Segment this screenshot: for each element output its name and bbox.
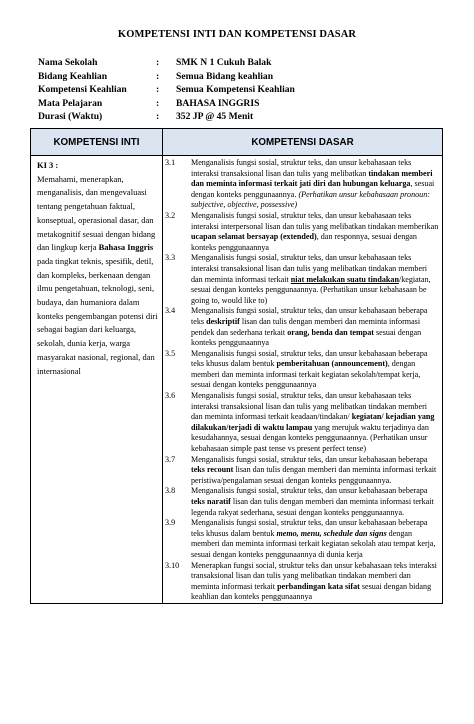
kd-text-emphasis: teks recount [191, 465, 234, 475]
kd-text [191, 455, 440, 487]
kd-text [191, 486, 440, 518]
info-colon: : [156, 70, 160, 82]
school-info [38, 56, 295, 124]
kd-text-part: sesuai dengan bidang keahlian dan konteks penggunaannya [191, 581, 432, 602]
kd-text-part: Menganalisis fungsi sosial, struktur teks, dan unsur kebahasaan teks interaksi transaksional lisan dan tulis yang melibatkan [191, 158, 412, 178]
kd-item [165, 211, 440, 253]
info-row [38, 110, 295, 124]
kd-text-part: yang merujuk waktu terjadinya dan kesudahannya, sesuai dengan konteks penggunaannya. (Perhatikan unsur kebahasaan simple past tense vs present perfect tense) [191, 422, 429, 454]
info-value: SMK N 1 Cukuh Balak [176, 57, 272, 68]
kd-text-part: Menganalisis fungsi sosial, struktur teks, dan unsur kebahasaan beberapa teks khusus dalam bentuk [191, 348, 428, 369]
kd-text-emphasis: (Perhatikan unsur kebahasaan pronoun: subjective, objective, possessive) [191, 189, 430, 210]
kd-text [191, 561, 440, 603]
info-label: Durasi (Waktu) [38, 111, 103, 123]
kd-text-part: lisan dan tulis dengan memberi dan meminta informasi terkait peristiwa/pengalaman sesuai dengan konteks penggunaannya. [191, 465, 437, 485]
kd-number: 3.8 [165, 486, 176, 496]
table-header-row [31, 129, 443, 156]
ki-text-part: pada tingkat teknis, spesifik, detil, dan kompleks, berkenaan dengan ilmu pengetahuan, teknologi, seni, budaya, dan humaniora dalam konteks pengembangan potensi diri sebagai bagian dari keluarga, sekolah, dunia kerja, warga masyarakat nasional, regional, dan internasional [37, 255, 158, 376]
kd-number: 3.1 [165, 158, 176, 167]
kd-item [165, 455, 440, 487]
kd-item [165, 518, 440, 560]
kd-text-part: /kegiatan, sesuai dengan konteks penggunaannya. (Perhatikan unsur kebahasaan be going to, would like to) [191, 274, 431, 305]
info-row [38, 70, 295, 84]
kd-text-emphasis: niat melakukan suatu tindakan [290, 274, 399, 284]
kd-text [191, 306, 440, 348]
kd-number: 3.2 [165, 210, 176, 220]
kd-text-part: , dengan memberi dan meminta informasi terkait kegiatan sekolah/tempat kerja, sesuai dengan konteks penggunaannya [191, 359, 421, 390]
kd-text-part: Menganalisis fungsi sosial, struktur teks, dan unsur kebahasaan teks interaksi interpersonal lisan dan tulis yang melibatkan tindakan memberikan [191, 210, 439, 231]
ki-description [37, 173, 158, 379]
kd-text-part: Menganalisis fungsi sosial, struktur teks, dan unsur kebahasaan beberapa teks khusus dalam bentuk [191, 518, 428, 538]
kd-text-part: , dan responnya, sesuai dengan konteks penggunaannya [191, 232, 417, 252]
kd-text [191, 391, 440, 455]
kd-text [191, 349, 440, 391]
kd-number: 3.6 [165, 391, 176, 401]
kd-text-emphasis: tindakan memberi dan meminta informasi terkait jati diri dan hubungan keluarga [191, 168, 433, 189]
page-title: KOMPETENSI INTI DAN KOMPETENSI DASAR [117, 29, 357, 40]
kd-item [165, 158, 440, 211]
kd-text-part: Menganalisis fungsi sosial, struktur teks, dan unsur kebahasaan teks interaksi transaksional lisan dan tulis yang melibatkan tindakan memberi dan meminta informasi terkait [191, 253, 428, 284]
kd-text [191, 518, 440, 560]
kd-text-part: sesuai dengan konteks penggunaannya [191, 327, 422, 348]
kd-text-emphasis: ucapan selamat bersayap (extended) [191, 232, 317, 242]
kd-text-part: lisan dan tulis dengan memberi dan meminta informasi terkait legenda rakyat sederhana, sesuai dengan konteks penggunaannya. [191, 497, 434, 517]
info-label: Bidang Keahlian [38, 70, 108, 82]
ki-text-part: Memahami, menerapkan, menganalisis, dan mengevaluasi tentang pengetahuan faktual, konseptual, operasional dasar, dan metakognitif sesuai dengan bidang dan lingkup kerja [37, 173, 156, 253]
info-row [38, 97, 295, 111]
header-kompetensi-dasar: KOMPETENSI DASAR [163, 129, 443, 156]
kd-text-part: lisan dan tulis dengan memberi dan meminta informasi pendek dan sederhana terkait [191, 316, 421, 337]
info-value: 352 JP @ 45 Menit [176, 111, 254, 123]
ki-cell [31, 156, 163, 604]
kd-text-part: Menganalisis fungsi sosial, struktur teks, dan unsur kebahasaan teks interaksi transaksional lisan dan tulis yang melibatkan tindakan memberi dan meminta informasi terkait keadaan/tindakan/ [191, 391, 428, 422]
kd-item [165, 253, 440, 306]
kd-text-emphasis: perbandingan kata sifat [277, 581, 360, 591]
kd-cell [163, 156, 443, 604]
kd-number: 3.9 [165, 518, 176, 528]
kd-item [165, 486, 440, 518]
kd-text-emphasis: pemberitahuan (announcement) [276, 359, 388, 369]
info-label: Kompetensi Keahlian [38, 84, 127, 96]
kd-text-emphasis: memo, menu, schedule dan signs [276, 528, 387, 538]
kd-text-part: Menganalisis fungsi sosial, struktur teks, dan unsur kebahasaan beberapa teks [191, 306, 428, 326]
kd-number: 3.4 [165, 306, 176, 316]
kd-text [191, 253, 440, 306]
kd-text-part: Menganalisis fungsi sosial, struktur teks, dan unsur kebahasaan beberapa [191, 454, 428, 464]
info-colon: : [156, 111, 160, 123]
ki-title: KI 3 : [37, 160, 59, 170]
ki-subject-bold: Bahasa Inggris [98, 242, 154, 253]
kd-item [165, 391, 440, 455]
kd-item [165, 306, 440, 348]
kd-text-emphasis: orang, benda dan tempat [287, 327, 374, 337]
header-kompetensi-inti: KOMPETENSI INTI [31, 129, 163, 156]
kd-item [165, 561, 440, 603]
info-row [38, 83, 295, 97]
kd-text-emphasis: deskriptif [206, 316, 240, 326]
info-label: Nama Sekolah [38, 57, 98, 68]
table-row [31, 156, 443, 604]
info-label: Mata Pelajaran [38, 97, 103, 109]
info-value: Semua Kompetensi Keahlian [176, 84, 295, 96]
kd-text [191, 211, 440, 253]
competency-table [30, 128, 443, 604]
info-colon: : [156, 97, 160, 109]
kd-text [191, 158, 440, 211]
kd-text-emphasis: kegiatan/ kejadian yang dilakukan/terjadi di waktu lampau [191, 412, 435, 432]
info-value: BAHASA INGGRIS [176, 97, 260, 109]
info-row [38, 56, 295, 70]
kd-text-part: , sesuai dengan konteks penggunaannya. [191, 179, 435, 199]
info-colon: : [156, 84, 160, 96]
info-value: Semua Bidang keahlian [176, 70, 274, 82]
kd-text-part: dengan memberi dan meminta informasi terkait kegiatan sekolah atau tempat kerja, sesuai dengan konteks penggunaannya di dunia kerja [191, 528, 436, 559]
kd-item [165, 349, 440, 391]
kd-text-emphasis: teks naratif [191, 497, 231, 506]
kd-number: 3.7 [165, 454, 176, 464]
info-colon: : [156, 57, 160, 68]
kd-text-part: Menganalisis fungsi sosial, struktur teks, dan unsur kebahasaan beberapa [191, 486, 428, 496]
kd-number: 3.3 [165, 253, 176, 263]
kd-text-part: Menerapkan fungsi social, struktur teks dan unsur kebahasaan teks interaksi transaksional lisan dan tulis yang melibatkan tindakan memberi dan meminta informasi terkait [191, 560, 437, 591]
kd-number: 3.10 [165, 560, 180, 570]
kd-number: 3.5 [165, 348, 176, 358]
